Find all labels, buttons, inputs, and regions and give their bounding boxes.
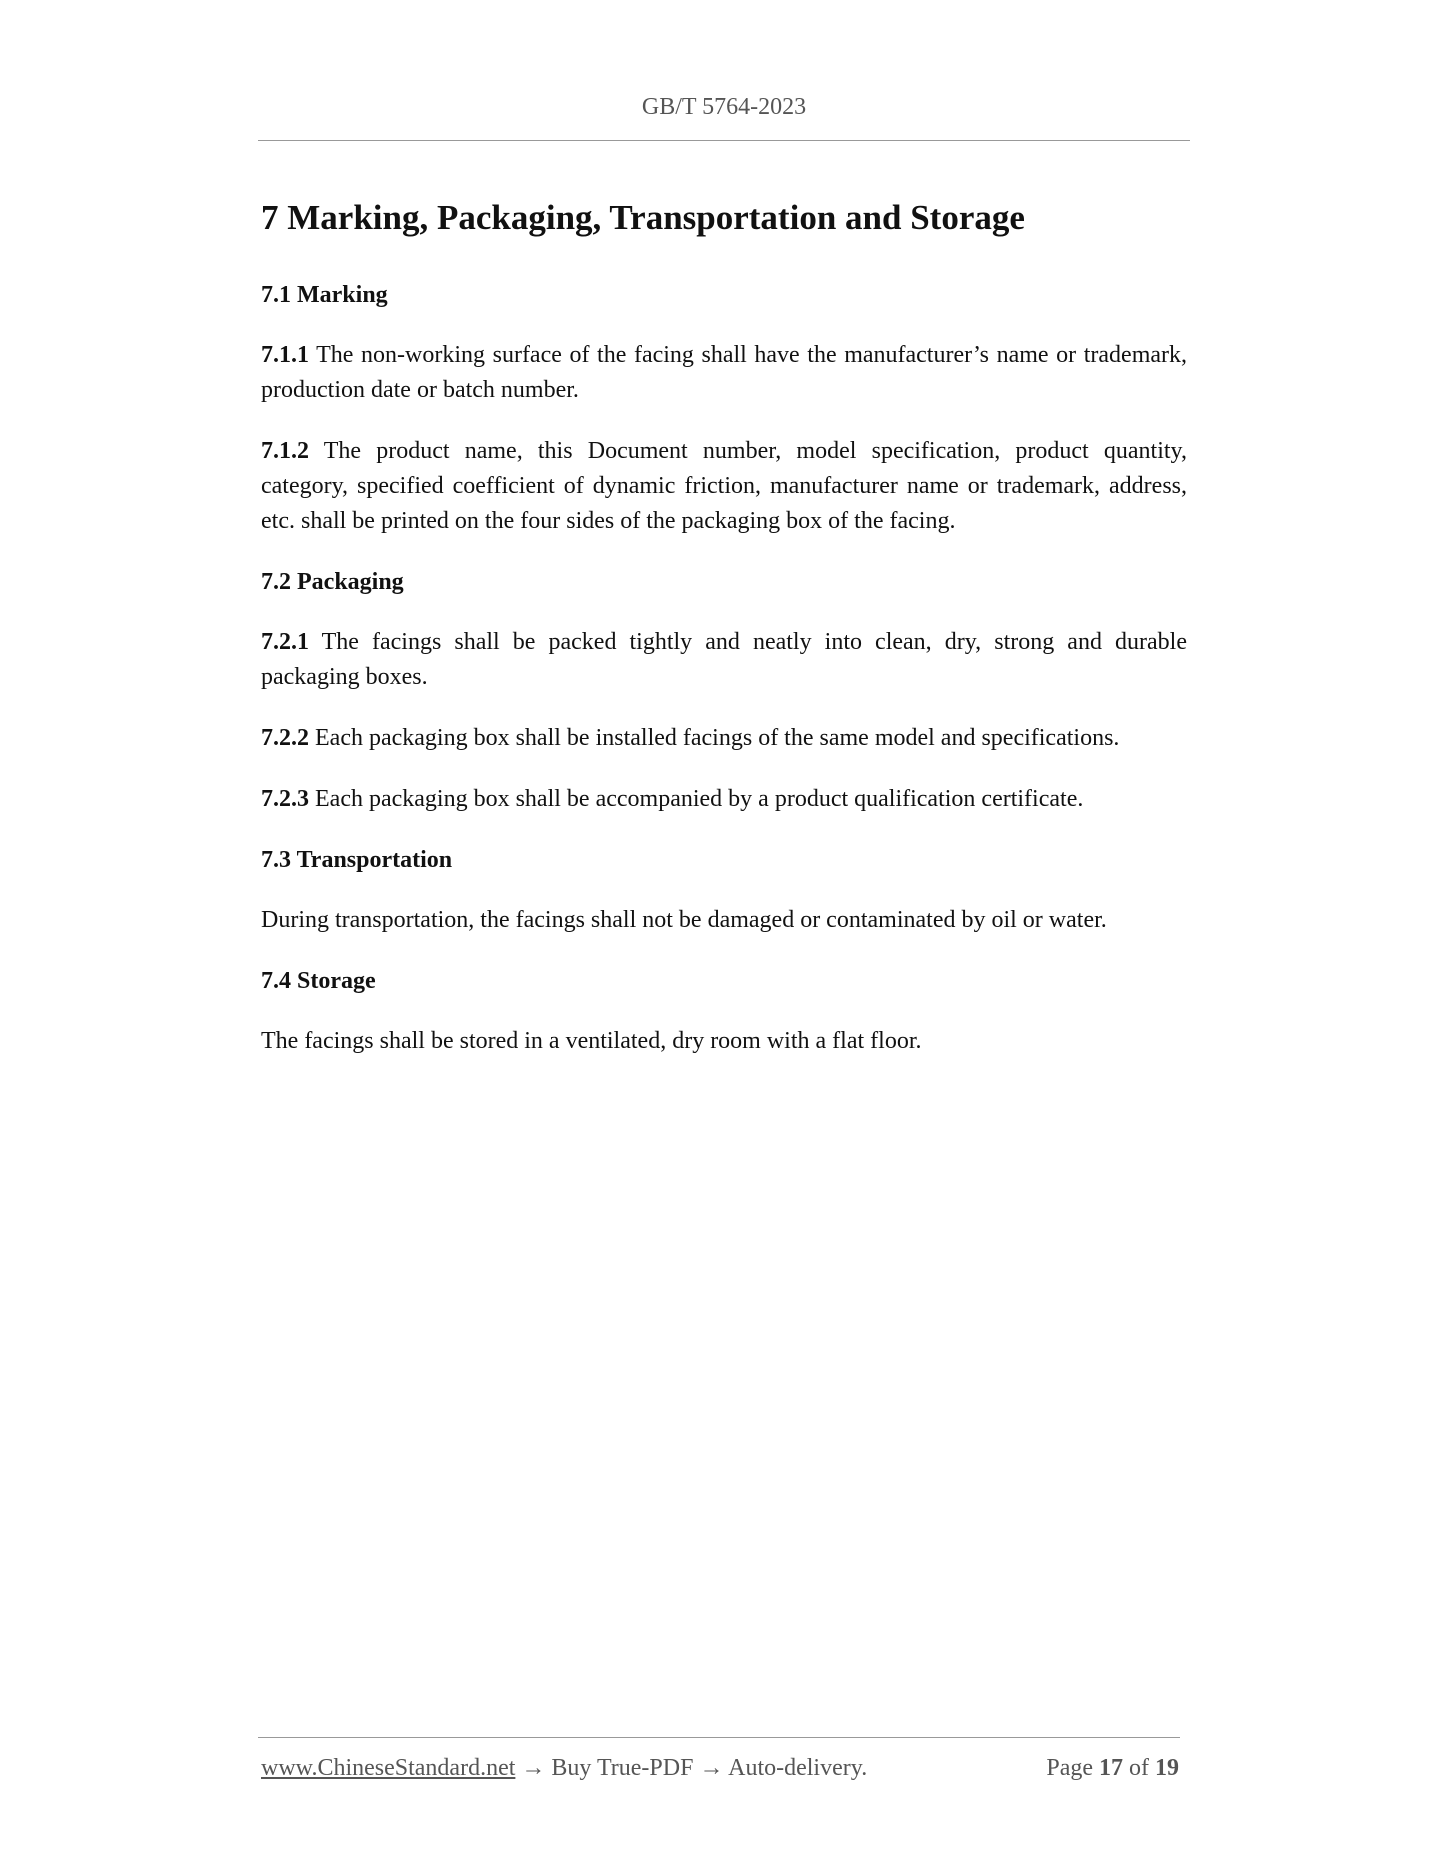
chapter-title: 7 Marking, Packaging, Transportation and Storage (261, 198, 1025, 237)
clause-7-1-1 (261, 338, 1187, 408)
clause-number: 7.1.1 (261, 342, 309, 368)
clause-number: 7.2.3 (261, 786, 309, 812)
footer-promo (261, 1755, 867, 1782)
clause-7-2-2 (261, 721, 1187, 756)
paragraph-7-4: The facings shall be stored in a ventilated, dry room with a flat floor. (261, 1028, 922, 1054)
clause-text: The product name, this Document number, model specification, product quantity, category, specified coefficient of dynamic friction, manufacturer name or trademark, address, etc. shall be printed on the four sides of the packaging box of the facing. (261, 438, 1187, 534)
clause-text: The non-working surface of the facing shall have the manufacturer’s name or trademark, production date or batch number. (261, 342, 1187, 403)
clause-number: 7.2.1 (261, 629, 309, 655)
clause-number: 7.1.2 (261, 438, 309, 464)
page-label: Page (1046, 1755, 1099, 1781)
clause-7-2-3 (261, 782, 1187, 817)
section-heading-7-2: 7.2 Packaging (261, 569, 404, 595)
page-total: 19 (1155, 1755, 1179, 1781)
clause-7-1-2 (261, 434, 1187, 539)
paragraph-7-3: During transportation, the facings shall not be damaged or contaminated by oil or water. (261, 907, 1107, 933)
clause-text: Each packaging box shall be installed facings of the same model and specifications. (309, 725, 1120, 751)
footer-divider (258, 1737, 1180, 1738)
site-link[interactable]: www.ChineseStandard.net (261, 1755, 516, 1781)
page-footer (261, 1755, 1179, 1782)
clause-text: Each packaging box shall be accompanied by a product qualification certificate. (309, 786, 1084, 812)
promo-text: → Buy True-PDF → Auto-delivery. (515, 1755, 868, 1781)
header-divider (258, 140, 1190, 141)
page-header: GB/T 5764-2023 (641, 94, 807, 120)
page-content (261, 196, 1187, 1085)
section-heading-7-1: 7.1 Marking (261, 282, 388, 308)
page-of-label: of (1123, 1755, 1155, 1781)
page-current: 17 (1099, 1755, 1123, 1781)
clause-7-2-1 (261, 625, 1187, 695)
section-heading-7-3: 7.3 Transportation (261, 847, 453, 873)
clause-text: The facings shall be packed tightly and neatly into clean, dry, strong and durable packaging boxes. (261, 629, 1187, 690)
clause-number: 7.2.2 (261, 725, 309, 751)
page-counter (1046, 1755, 1179, 1782)
section-heading-7-4: 7.4 Storage (261, 968, 376, 994)
